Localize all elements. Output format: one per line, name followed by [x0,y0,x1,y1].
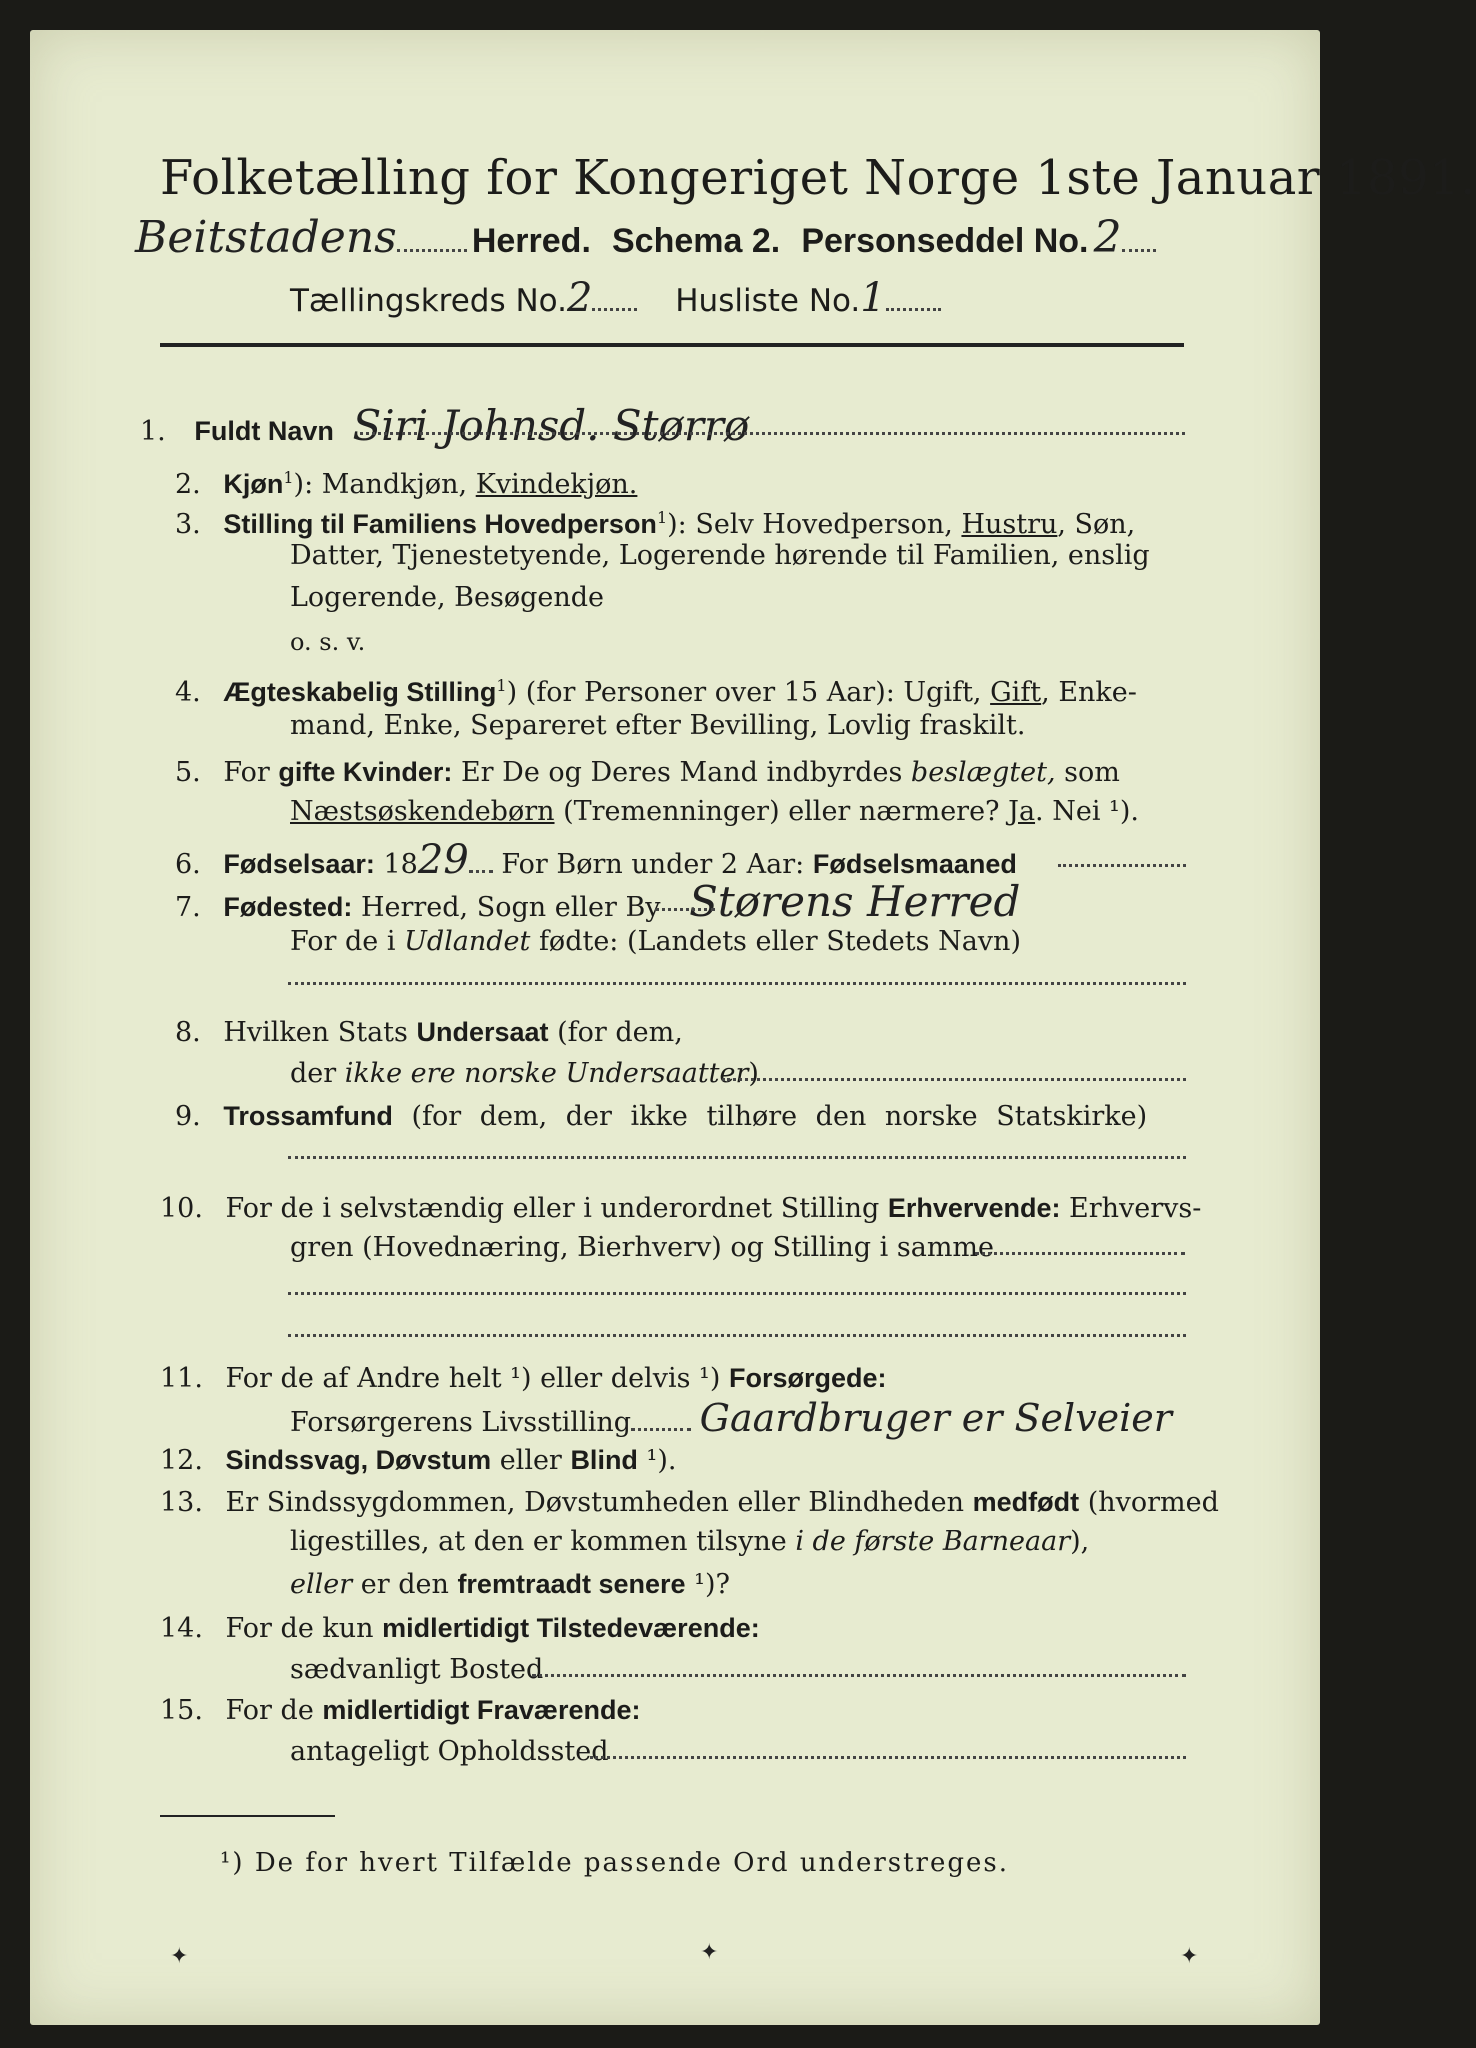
q2-sup: 1 [283,468,294,487]
schema-label: Schema 2. [612,222,781,260]
q8-text-2a: der [290,1058,345,1089]
punch-mark-icon: ✦ [170,1944,189,1969]
q10-blank-line-2 [288,1334,1186,1337]
q12-text: eller [491,1445,571,1476]
personseddel-label: Personseddel No. [801,222,1089,260]
q2-text: ): Mandkjøn, [293,469,476,500]
q11-text-2: Forsørgerens Livsstilling [290,1407,632,1438]
punch-mark-icon: ✦ [1180,1944,1199,1969]
q6-dotline [1058,864,1186,867]
q2-label: Kjøn [223,469,284,499]
q7-value: Størens Herred [689,877,1021,926]
q13-text-3c: ¹)? [685,1569,730,1600]
q13-line-3 [290,1566,730,1603]
q6-label-2: Fødselsmaaned [812,849,1017,879]
q3-underlined: Hustru [961,509,1058,540]
dotted-fill [886,298,941,311]
q9-label: Trossamfund [223,1101,393,1131]
q8-text-1a: Hvilken Stats [223,1017,417,1048]
q7-line-2 [290,924,1021,960]
q10-dotline [975,1252,1185,1255]
q12-rest: ¹). [637,1445,677,1476]
q1-dotline [360,432,1185,435]
q13-text-2b: ), [1070,1526,1090,1557]
q5-text-1: Er De og Deres Mand indbyrdes [452,757,911,788]
q10-number: 10. [160,1193,203,1224]
q5-label: gifte Kvinder: [278,757,453,787]
q12-label: Sindssvag, Døvstum [225,1445,492,1475]
q7-label: Fødested: [223,892,353,922]
q8-row [175,1014,683,1051]
q15-dotline [590,1756,1186,1759]
q4-row: 4. Ægteskabelig Stilling$^1$) (for Personer over 15 Aar): Ugift, Gift, Enke- [175,676,1137,708]
q8-label: Undersaat [416,1017,549,1047]
q3-line-2: Datter, Tjenestetyende, Logerende hørende til Familien, enslig [290,540,1150,571]
q6-value: 29 [417,837,469,883]
q13-italic-2: eller [290,1569,353,1600]
q2-underlined: Kvindekjøn. [475,469,638,500]
q5-italic: beslægtet, [910,757,1056,788]
header-rule [160,343,1184,347]
q5-text-2: (Tremenninger) eller nærmere? [554,796,1009,827]
q8-dotline [722,1078,1186,1081]
q6-text: For Børn under 2 Aar: [492,849,813,880]
q14-text-1a: For de kun [225,1613,383,1644]
q3-number: 3. [175,509,201,540]
husliste-label: Husliste No. [675,283,861,319]
q5-row [175,754,1120,791]
q5-underlined-1: Næstsøskendebørn [290,796,555,827]
q4-label: Ægteskabelig Stilling [223,677,497,707]
form-title: Folketælling for Kongeriget Norge 1ste Januar 1891. [160,150,1476,206]
q11-label: Forsørgede: [728,1363,887,1393]
q13-text-2a: ligestilles, at den er kommen tilsyne [290,1526,796,1557]
q5-number: 5. [175,757,201,788]
q10-label: Erhvervende: [887,1193,1061,1223]
q3-line-4: o. s. v. [290,628,366,656]
q9-row [175,1098,1147,1135]
q5-text-1b: som [1055,757,1120,788]
q3-text-1b: , Søn, [1057,509,1136,540]
q12-row [160,1442,676,1479]
herred-label: Herred. [471,222,591,260]
q13-row [160,1484,1219,1521]
punch-mark-icon: ✦ [700,1940,719,1965]
q11-text-1a: For de af Andre helt ¹) eller delvis ¹) [225,1363,729,1394]
q7-number: 7. [175,892,201,923]
footnote-rule [160,1815,335,1817]
dotted-fill [397,239,467,252]
q2-row [175,460,637,503]
dotted-fill [1122,239,1156,252]
q13-italic: i de første Barneaar [795,1526,1071,1557]
q11-line-2 [290,1396,1172,1441]
q7-dotline [655,908,715,911]
q7-italic: Udlandet [404,926,531,957]
q11-row [160,1360,887,1397]
kreds-value: 2 [566,275,593,321]
q6-label: Fødselsaar: [223,849,375,879]
q13-label: medfødt [972,1487,1080,1517]
q5-underlined-2: Ja [1008,796,1036,827]
q10-text-1a: For de i selvstændig eller i underordnet Stilling [225,1193,888,1224]
q8-number: 8. [175,1017,201,1048]
personseddel-value: 2 [1093,212,1122,263]
q4-line-2: mand, Enke, Separeret efter Bevilling, Lovlig fraskilt. [290,710,1026,741]
dotted-fill [592,298,637,311]
q11-number: 11. [160,1363,203,1394]
q10-text-1b: Erhvervs- [1060,1193,1202,1224]
q15-row [160,1692,640,1729]
header-line-1 [135,212,1156,263]
q15-number: 15. [160,1695,203,1726]
q10-row [160,1190,1201,1227]
q12-number: 12. [160,1445,203,1476]
q9-number: 9. [175,1101,201,1132]
q10-line-2: gren (Hovednæring, Bierhverv) og Stilling i samme [290,1232,995,1263]
q4-text-1b: , Enke- [1041,677,1137,708]
q7-blank-line [288,982,1186,985]
q3-text-1: ): Selv Hovedperson, [667,509,962,540]
q1-value: Siri Johnsd. Størrø [352,401,750,450]
q14-line-2: sædvanligt Bosted [290,1654,544,1685]
q6-prefix: 18 [374,849,418,880]
q5-text-2b: . Nei ¹). [1035,796,1139,827]
q6-number: 6. [175,849,201,880]
q15-text-1a: For de [225,1695,323,1726]
q11-value: Gaardbruger er Selveier [699,1396,1172,1440]
q13-text-1b: (hvormed [1079,1487,1219,1518]
q8-italic: ikke ere norske Undersaatter [344,1058,749,1089]
q15-label: midlertidigt Fraværende: [322,1695,641,1725]
q14-dotline [532,1674,1186,1677]
q3-line-3: Logerende, Besøgende [290,582,604,613]
q14-row [160,1610,760,1647]
q15-line-2: antageligt Opholdssted [290,1736,609,1767]
q1-label: Fuldt Navn [194,416,334,446]
q7-text: Herred, Sogn eller By [352,892,661,923]
q9-text: (for dem, der ikke tilhøre den norske Statskirke) [392,1101,1148,1132]
q4-underlined: Gift [990,677,1042,708]
q9-blank-line [288,1156,1186,1159]
q14-number: 14. [160,1613,203,1644]
q13-text-1a: Er Sindssygdommen, Døvstumheden eller Blindheden [225,1487,973,1518]
kreds-label: Tællingskreds No. [290,283,567,319]
q7-text-2b: fødte: (Landets eller Stedets Navn) [530,926,1021,957]
q7-row [175,877,1021,926]
q8-text-2b: ) [748,1058,759,1089]
herred-value: Beitstadens [135,212,397,263]
q1-number: 1. [140,416,166,447]
q1-row [140,401,750,450]
q8-line-2 [290,1056,759,1092]
footnote: ¹) De for hvert Tilfælde passende Ord understreges. [220,1848,1010,1878]
q2-number: 2. [175,469,201,500]
q14-label: midlertidigt Tilstedeværende: [382,1613,760,1643]
q5-line-2 [290,794,1139,830]
q3-label: Stilling til Familiens Hovedperson [223,509,657,539]
q13-text-3b: er den [352,1569,458,1600]
q5-pre: For [223,757,279,788]
q4-text-1: ) (for Personer over 15 Aar): Ugift, [506,677,991,708]
q8-text-1b: (for dem, [548,1017,683,1048]
q7-text-2a: For de i [290,926,405,957]
husliste-value: 1 [860,275,886,321]
q10-blank-line-1 [288,1292,1186,1295]
q4-number: 4. [175,677,201,708]
q3-row: 3. Stilling til Familiens Hovedperson$^1$): Selv Hovedperson, Hustru, Søn, [175,508,1136,540]
q12-label-2: Blind [570,1445,638,1475]
q13-number: 13. [160,1487,203,1518]
q13-label-2: fremtraadt senere [457,1569,686,1599]
q13-line-2 [290,1524,1089,1560]
header-line-2 [290,275,941,321]
